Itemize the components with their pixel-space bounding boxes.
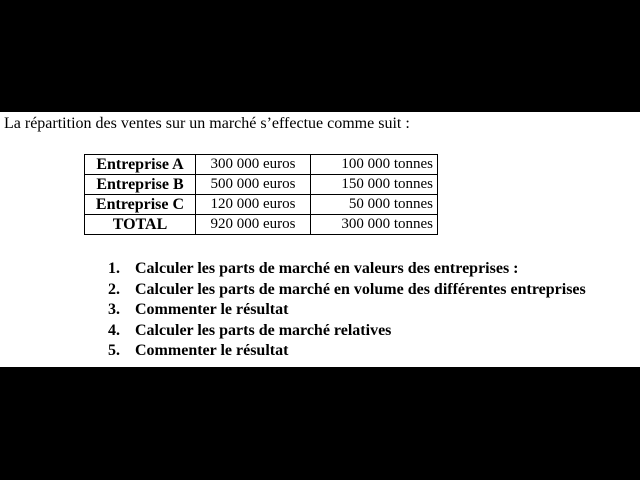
total-euros-cell: 920 000 euros [196, 215, 311, 235]
table-row [85, 175, 438, 195]
sales-table [84, 154, 438, 235]
questions-list [104, 259, 586, 362]
list-item [104, 321, 586, 342]
item-number: 3. [108, 301, 120, 318]
list-item [104, 300, 586, 321]
item-number: 5. [108, 342, 120, 359]
total-label-cell: TOTAL [85, 215, 196, 235]
item-number: 2. [108, 280, 120, 298]
sales-euros-cell: 300 000 euros [196, 155, 311, 175]
total-tonnes-cell: 300 000 tonnes [311, 215, 438, 235]
item-text: Calculer les parts de marché relatives [135, 321, 392, 339]
item-text: Commenter le résultat [135, 301, 289, 318]
sales-tonnes-cell: 150 000 tonnes [311, 175, 438, 195]
total-row [85, 215, 438, 235]
list-item [104, 341, 586, 362]
sales-tonnes-cell: 100 000 tonnes [311, 155, 438, 175]
company-name-cell: Entreprise C [85, 195, 196, 215]
intro-text: La répartition des ventes sur un marché s’effectue comme suit : [4, 115, 410, 132]
table-row [85, 155, 438, 175]
list-item [104, 259, 586, 280]
sales-tonnes-cell: 50 000 tonnes [311, 195, 438, 215]
item-number: 4. [108, 321, 120, 339]
item-number: 1. [108, 260, 120, 277]
table-row [85, 195, 438, 215]
item-text: Calculer les parts de marché en volume des différentes entreprises [135, 280, 586, 298]
sales-euros-cell: 120 000 euros [196, 195, 311, 215]
list-item [104, 280, 586, 301]
company-name-cell: Entreprise A [85, 155, 196, 175]
item-text: Calculer les parts de marché en valeurs des entreprises : [135, 260, 519, 277]
sales-euros-cell: 500 000 euros [196, 175, 311, 195]
document-page [0, 112, 640, 367]
item-text: Commenter le résultat [135, 342, 289, 359]
company-name-cell: Entreprise B [85, 175, 196, 195]
